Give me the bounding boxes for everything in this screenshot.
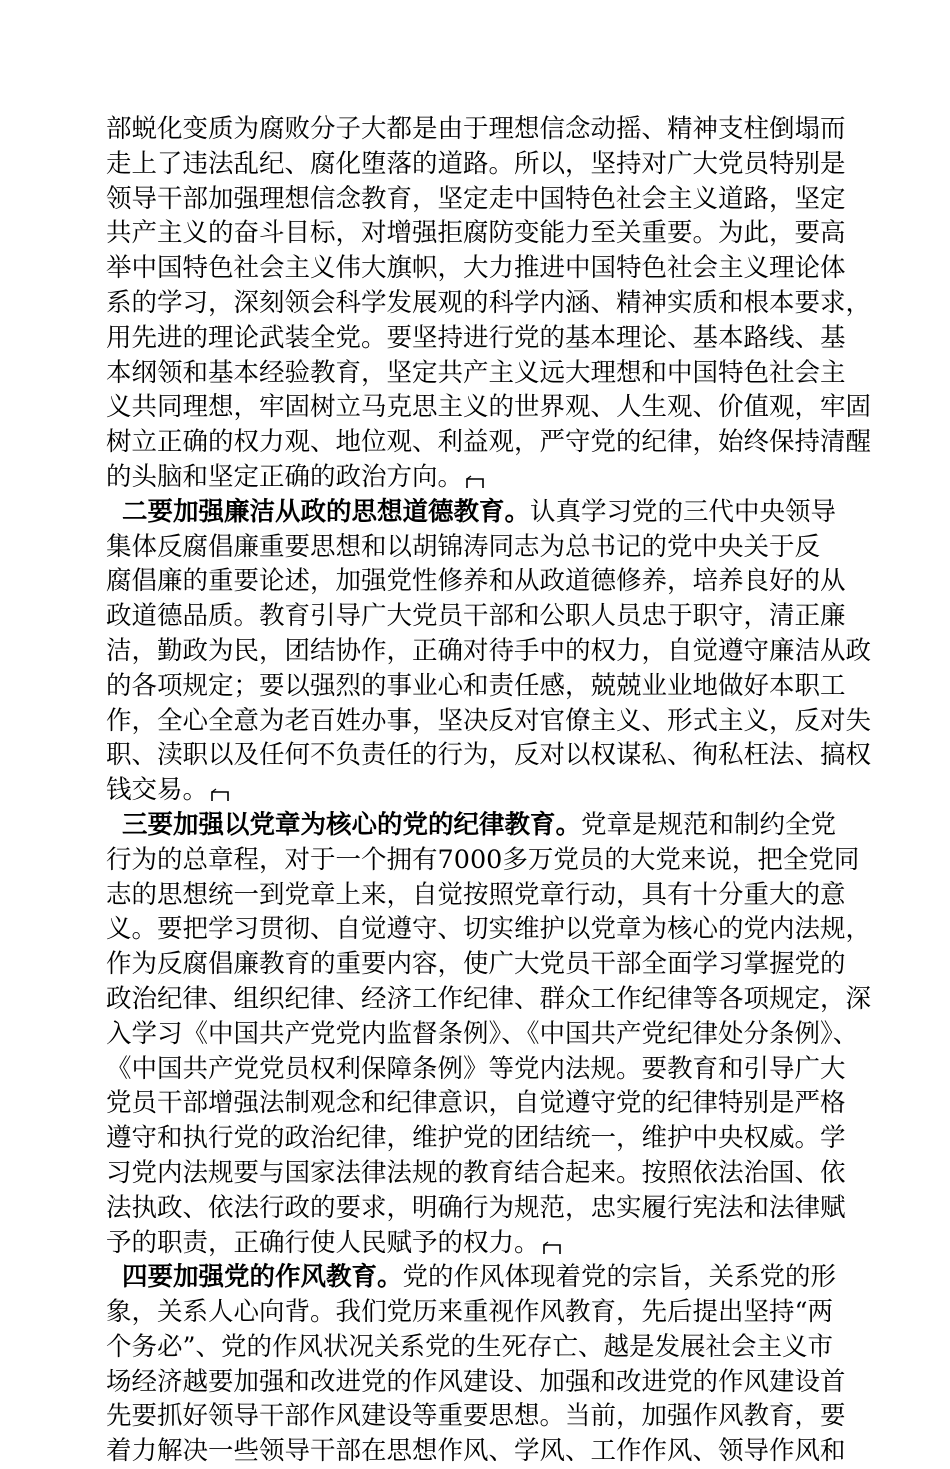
text-line: 举中国特色社会主义伟大旗帜，大力推进中国特色社会主义理论体: [106, 253, 846, 284]
paragraph-3: [106, 808, 872, 1260]
text-line: 领导干部加强理想信念教育，坚定走中国特色社会主义道路，坚定: [106, 183, 846, 214]
text-line-content: 党的作风体现着党的宗旨，关系党的形: [402, 1262, 837, 1293]
text-line: 行为的总章程，对于一个拥有7000多万党员的大党来说，把全党同: [106, 844, 860, 875]
text-line: 志的思想统一到党章上来，自觉按照党章行动，具有十分重大的意: [106, 879, 846, 910]
text-line: 义共同理想，牢固树立马克思主义的世界观、人生观、价值观，牢固: [106, 392, 872, 423]
document-page: [106, 112, 872, 1469]
paragraph-1: [106, 112, 872, 495]
text-line: 洁，勤政为民，团结协作，正确对待手中的权力，自觉遵守廉洁从政: [106, 635, 872, 666]
text-line: 遵守和执行党的政治纪律，维护党的团结统一，维护中央权威。学: [106, 1123, 846, 1154]
paragraph-end-mark-icon: [210, 788, 230, 802]
text-line: 先要抓好领导干部作风建设等重要思想。当前，加强作风教育，要: [106, 1401, 846, 1432]
paragraph-heading: 四要加强党的作风教育。: [122, 1262, 403, 1293]
text-line-first: [106, 808, 856, 843]
text-line-last: [106, 773, 856, 808]
text-line: 树立正确的权力观、地位观、利益观，严守党的纪律，始终保持清醒: [106, 427, 872, 458]
text-line: 党员干部增强法制观念和纪律意识，自觉遵守党的纪律特别是严格: [106, 1088, 846, 1119]
text-line-first: [106, 495, 856, 530]
text-line: 入学习《中国共产党党内监督条例》、《中国共产党纪律处分条例》、: [106, 1018, 859, 1049]
paragraph-4: [106, 1260, 856, 1469]
text-line: 《中国共产党党员权利保障条例》等党内法规。要教育和引导广大: [106, 1053, 846, 1084]
text-line: 着力解决一些领导干部在思想作风、学风、工作作风、领导作风和: [106, 1436, 846, 1467]
text-line: 政治纪律、组织纪律、经济工作纪律、群众工作纪律等各项规定，深: [106, 983, 872, 1014]
text-line: 场经济越要加强和改进党的作风建设、加强和改进党的作风建设首: [106, 1366, 846, 1397]
text-line: 职、渎职以及任何不负责任的行为，反对以权谋私、徇私枉法、搞权: [106, 740, 872, 771]
text-line-content: 钱交易。: [106, 775, 209, 806]
text-line: 本纲领和基本经验教育，坚定共产主义远大理想和中国特色社会主: [106, 357, 846, 388]
text-line-content: 党章是规范和制约全党: [581, 809, 837, 840]
text-line: 共产主义的奋斗目标，对增强拒腐防变能力至关重要。为此，要高: [106, 218, 846, 249]
text-line: 象，关系人心向背。我们党历来重视作风教育，先后提出坚持“两: [106, 1297, 834, 1328]
text-line-content: 认真学习党的三代中央领导: [530, 496, 837, 527]
text-line-last: [106, 460, 856, 495]
text-line: 政道德品质。教育引导广大党员干部和公职人员忠于职守，清正廉: [106, 601, 846, 632]
text-line: 的各项规定；要以强烈的事业心和责任感，兢兢业业地做好本职工: [106, 670, 846, 701]
text-line: 系的学习，深刻领会科学发展观的科学内涵、精神实质和根本要求，: [106, 287, 872, 318]
text-line: 腐倡廉的重要论述，加强党性修养和从政道德修养，培养良好的从: [106, 566, 846, 597]
text-line-content: 的头脑和坚定正确的政治方向。: [106, 461, 464, 492]
text-line: 习党内法规要与国家法律法规的教育结合起来。按照依法治国、依: [106, 1157, 846, 1188]
text-line: 法执政、依法行政的要求，明确行为规范，忠实履行宪法和法律赋: [106, 1192, 846, 1223]
text-line: 作为反腐倡廉教育的重要内容，使广大党员干部全面学习掌握党的: [106, 949, 846, 980]
text-line: 义。要把学习贯彻、自觉遵守、切实维护以党章为核心的党内法规，: [106, 914, 872, 945]
text-line: 走上了违法乱纪、腐化堕落的道路。所以，坚持对广大党员特别是: [106, 148, 846, 179]
paragraph-end-mark-icon: [465, 475, 485, 489]
text-line: 用先进的理论武装全党。要坚持进行党的基本理论、基本路线、基: [106, 322, 846, 353]
text-line: 部蜕化变质为腐败分子大都是由于理想信念动摇、精神支柱倒塌而: [106, 114, 846, 144]
text-line-last: [106, 1226, 856, 1261]
paragraph-end-mark-icon: [542, 1241, 562, 1255]
paragraph-heading: 三要加强以党章为核心的党的纪律教育。: [122, 809, 582, 840]
text-line: 个务必”、党的作风状况关系党的生死存亡、越是发展社会主义市: [106, 1331, 834, 1362]
text-line-content: 予的职责，正确行使人民赋予的权力。: [106, 1227, 540, 1258]
paragraph-2: [106, 495, 872, 808]
text-line: 集体反腐倡廉重要思想和以胡锦涛同志为总书记的党中央关于反: [106, 531, 821, 562]
paragraph-heading: 二要加强廉洁从政的思想道德教育。: [122, 496, 531, 527]
text-line: 作，全心全意为老百姓办事，坚决反对官僚主义、形式主义，反对失: [106, 705, 872, 736]
text-line-first: [106, 1260, 856, 1295]
